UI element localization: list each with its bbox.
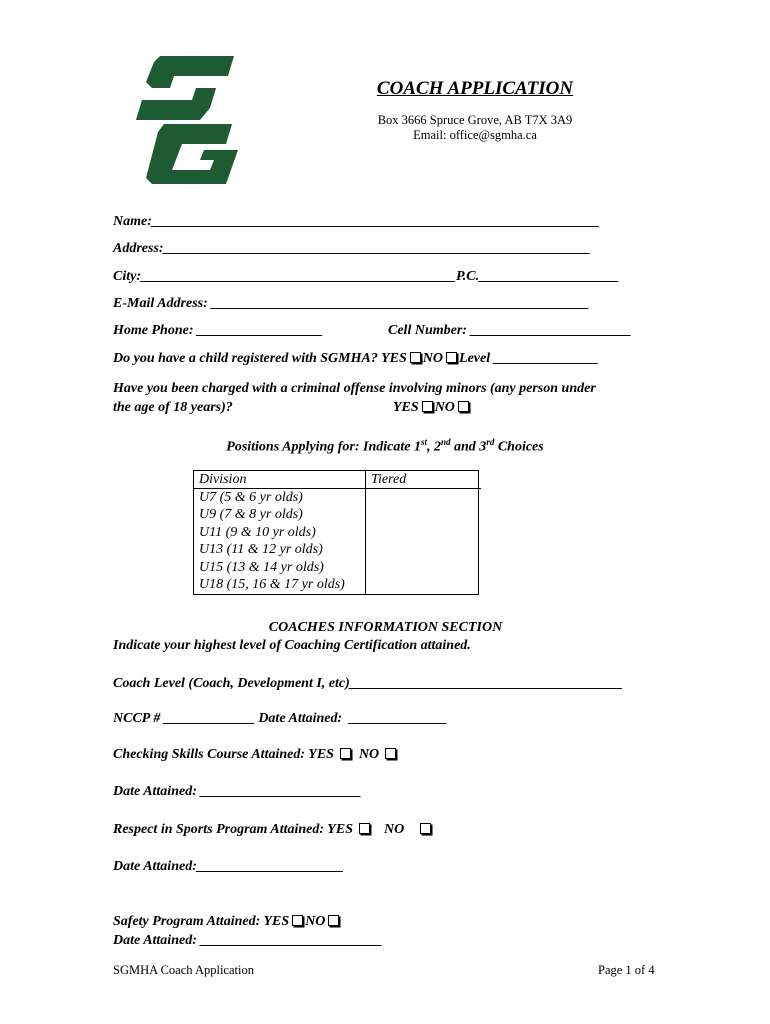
tiered-input-cell[interactable] <box>366 524 479 542</box>
page-title: COACH APPLICATION <box>376 78 574 99</box>
tiered-input-cell[interactable] <box>366 506 479 524</box>
email-field[interactable]: E-Mail Address: ______________________________________________________ <box>113 296 590 311</box>
safety-yes-checkbox[interactable] <box>292 915 303 926</box>
respect-yes-label: Respect in Sports Program Attained: YES <box>113 822 353 837</box>
respect-program-question <box>113 822 433 838</box>
safety-date-field[interactable]: Date Attained: __________________________ <box>113 933 383 948</box>
child-registered-question <box>113 351 599 367</box>
division-column-header: Division <box>194 471 366 489</box>
sgmha-logo <box>130 52 242 190</box>
child-no-checkbox[interactable] <box>446 352 457 363</box>
tiered-input-cell[interactable] <box>366 489 479 507</box>
table-header-divider <box>193 488 481 489</box>
coaches-section-subtitle: Indicate your highest level of Coaching Certification attained. <box>113 638 471 653</box>
footer-document-name: SGMHA Coach Application <box>113 963 254 977</box>
safety-yes-label: Safety Program Attained: YES <box>113 914 290 929</box>
criminal-answer <box>393 400 471 416</box>
child-no-label: NO <box>422 351 444 366</box>
footer-page-number: Page 1 of 4 <box>598 963 655 977</box>
tiered-input-cell[interactable] <box>366 559 479 577</box>
criminal-yes-checkbox[interactable] <box>422 401 433 412</box>
respect-date-field[interactable]: Date Attained:_____________________ <box>113 859 344 874</box>
address-field[interactable]: Address:_____________________________________________________________ <box>113 241 591 256</box>
tiered-input-cell[interactable] <box>366 576 479 594</box>
home-phone-field[interactable]: Home Phone: __________________ <box>113 323 323 338</box>
cell-number-field[interactable]: Cell Number: _______________________ <box>388 323 632 338</box>
checking-date-field[interactable]: Date Attained: _______________________ <box>113 784 362 799</box>
table-row <box>194 541 479 559</box>
mailing-address: Box 3666 Spruce Grove, AB T7X 3A9 <box>377 113 573 127</box>
checking-no-label: NO <box>358 747 380 762</box>
tiered-input-cell[interactable] <box>366 541 479 559</box>
name-field[interactable]: Name:________________________________________________________________ <box>113 214 600 229</box>
criminal-no-label: NO <box>434 400 455 415</box>
division-cell: U13 (11 & 12 yr olds) <box>194 541 366 559</box>
child-yes-checkbox[interactable] <box>410 352 421 363</box>
table-row <box>194 559 479 577</box>
tiered-column-header: Tiered <box>366 471 479 489</box>
nccp-field[interactable]: NCCP # _____________ Date Attained: ______________ <box>113 711 448 726</box>
email-address: Email: office@sgmha.ca <box>413 128 537 142</box>
checking-no-checkbox[interactable] <box>385 748 396 759</box>
division-cell: U9 (7 & 8 yr olds) <box>194 506 366 524</box>
safety-no-checkbox[interactable] <box>328 915 339 926</box>
criminal-yes-label: YES <box>393 400 419 415</box>
criminal-question-line1: Have you been charged with a criminal offense involving minors (any person under <box>113 381 596 396</box>
city-pc-field[interactable]: City:_____________________________________________P.C.____________________ <box>113 269 620 284</box>
criminal-question-line2: the age of 18 years)? <box>113 400 233 415</box>
respect-no-checkbox[interactable] <box>420 823 431 834</box>
division-cell: U18 (15, 16 & 17 yr olds) <box>194 576 366 594</box>
child-level-field[interactable]: Level _______________ <box>459 351 599 366</box>
respect-no-label: NO <box>383 822 405 837</box>
criminal-no-checkbox[interactable] <box>458 401 469 412</box>
checking-course-question <box>113 747 398 763</box>
checking-yes-checkbox[interactable] <box>340 748 351 759</box>
division-cell: U7 (5 & 6 yr olds) <box>194 489 366 507</box>
division-cell: U15 (13 & 14 yr olds) <box>194 559 366 577</box>
respect-yes-checkbox[interactable] <box>359 823 370 834</box>
safety-program-question <box>113 914 341 930</box>
coaches-section-title: COACHES INFORMATION SECTION <box>268 620 503 635</box>
table-row <box>194 489 479 507</box>
table-row <box>194 506 479 524</box>
table-row <box>194 576 479 594</box>
coach-level-field[interactable]: Coach Level (Coach, Development I, etc)_______________________________________ <box>113 676 623 691</box>
checking-yes-label: Checking Skills Course Attained: YES <box>113 747 334 762</box>
safety-no-label: NO <box>305 914 326 929</box>
positions-heading: Positions Applying for: Indicate 1st, 2nd and 3rd Choices <box>226 437 544 455</box>
division-cell: U11 (9 & 10 yr olds) <box>194 524 366 542</box>
child-question-text: Do you have a child registered with SGMHA? YES <box>113 351 407 366</box>
table-header-row <box>194 471 479 489</box>
table-row <box>194 524 479 542</box>
